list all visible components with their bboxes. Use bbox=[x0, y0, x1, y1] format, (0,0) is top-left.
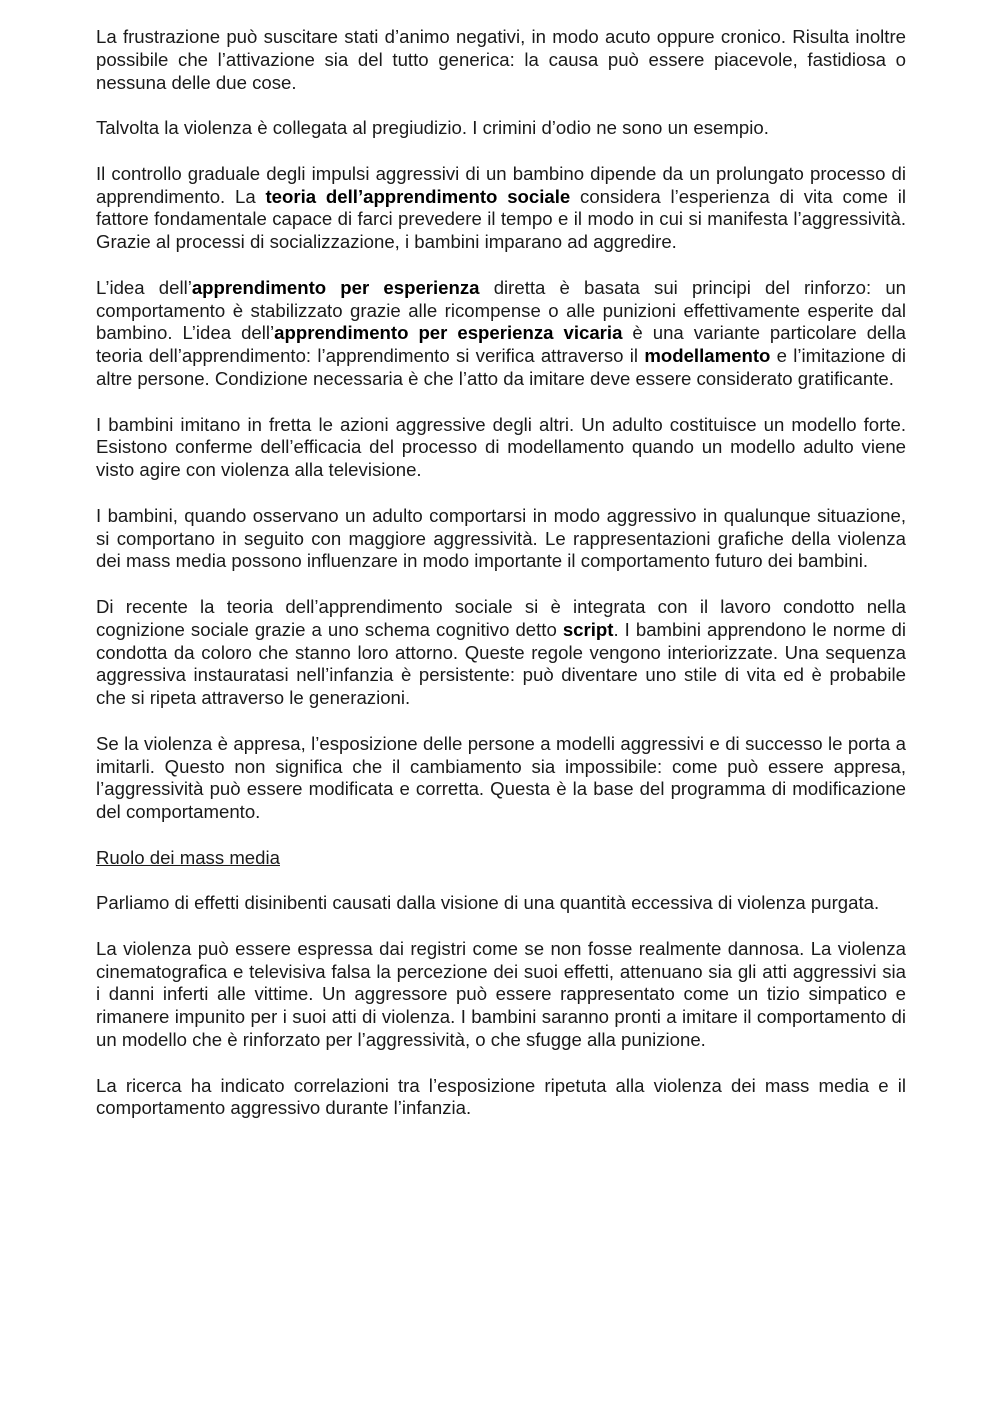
paragraph-frustration bbox=[96, 26, 906, 94]
paragraph-script bbox=[96, 596, 906, 710]
paragraph-research-correlations bbox=[96, 1075, 906, 1121]
text: Parliamo di effetti disinibenti causati dalla visione di una quantità eccessiva di violenza purgata. bbox=[96, 892, 880, 914]
bold-term-direct-experience: apprendimento per esperienza bbox=[191, 276, 480, 298]
text: La frustrazione può suscitare stati d’animo negativi, in modo acuto oppure cronico. Risulta inoltre possibile che l’attivazione sia del tutto generica: la causa può essere piacevole, fastidiosa o nessuna delle due cose. bbox=[96, 26, 906, 93]
text: è una variante particolare della teoria dell’apprendimento: l’apprendimento si verifica attraverso il bbox=[96, 322, 906, 367]
text: e l’imitazione di altre persone. Condizione necessaria è che l’atto da imitare deve essere considerato gratificante. bbox=[96, 345, 906, 389]
text: diretta è basata sui principi del rinforzo: un comportamento è stabilizzato grazie alle ricompense o alle punizioni effettivamente esperite dal bambino. L’idea dell’ bbox=[96, 276, 907, 344]
text: I bambini, quando osservano un adulto comportarsi in modo aggressivo in qualunque situazione, si comportano in seguito con maggiore aggressività. Le rappresentazioni grafiche della violenza dei mass media possono influenzare in modo importante il comportamento futuro dei bambini. bbox=[96, 504, 906, 572]
text: Se la violenza è appresa, l’esposizione delle persone a modelli aggressivi e di successo le porta a imitarli. Questo non significa che il cambiamento sia impossibile: come può essere appresa, l’aggressività può essere modificata e corretta. Questa è la base del programma di modificazione del comportamento. bbox=[96, 732, 906, 823]
text: La ricerca ha indicato correlazioni tra l’esposizione ripetuta alla violenza dei mass media e il comportamento aggressivo durante l’infanzia. bbox=[96, 1074, 906, 1119]
paragraph-adult-aggression bbox=[96, 505, 906, 573]
paragraph-social-learning-theory bbox=[96, 163, 906, 254]
paragraph-disinhibiting-effects bbox=[96, 892, 906, 915]
text: La violenza può essere espressa dai registri come se non fosse realmente dannosa. La violenza cinematografica e televisiva falsa la percezione dei suoi effetti, attenuano sia gli atti aggressivi sia i danni inferti alle vittime. Un aggressore può essere rappresentato come un tizio simpatico e rimanere impunito per i suoi atti di violenza. I bambini saranno pronti a imitare il comportamento di un modello che è rinforzato per l’aggressività, o che sfugge alla punizione. bbox=[96, 937, 906, 1051]
text: L’idea dell’ bbox=[96, 276, 192, 298]
paragraph-experiential-learning bbox=[96, 277, 906, 391]
paragraph-children-imitate bbox=[96, 414, 906, 482]
text: Talvolta la violenza è collegata al pregiudizio. I crimini d’odio ne sono un esempio. bbox=[96, 117, 769, 139]
bold-term-script: script bbox=[562, 618, 614, 640]
section-heading-mass-media: Ruolo dei mass media bbox=[96, 846, 280, 868]
paragraph-media-violence bbox=[96, 938, 906, 1052]
paragraph-learned-violence bbox=[96, 733, 906, 824]
bold-term-social-learning-theory: teoria dell’apprendimento sociale bbox=[265, 185, 571, 207]
text: . I bambini apprendono le norme di condotta da coloro che stanno loro attorno. Queste regole vengono interiorizzate. Una sequenza aggressiva instauratasi nell’infanzia è persistente: può diventare uno stile di vita ed è probabile che si ripeta attraverso le generazioni. bbox=[96, 618, 906, 709]
paragraph-prejudice bbox=[96, 117, 906, 140]
document-page bbox=[96, 26, 906, 1143]
text: considera l’esperienza di vita come il fattore fondamentale capace di farci prevedere il tempo e il modo in cui si manifesta l’aggressività. Grazie al processi di socializzazione, i bambini imparano ad aggredire. bbox=[96, 185, 906, 253]
bold-term-modeling: modellamento bbox=[644, 345, 771, 367]
bold-term-vicarious-experience: apprendimento per esperienza vicaria bbox=[274, 322, 623, 344]
text: Il controllo graduale degli impulsi aggressivi di un bambino dipende da un prolungato processo di apprendimento. La bbox=[96, 162, 906, 207]
text: I bambini imitano in fretta le azioni aggressive degli altri. Un adulto costituisce un modello forte. Esistono conferme dell’efficacia del processo di modellamento quando un modello adulto viene visto agire con violenza alla televisione. bbox=[96, 413, 906, 481]
text: Di recente la teoria dell’apprendimento sociale si è integrata con il lavoro condotto nella cognizione sociale grazie a uno schema cognitivo detto bbox=[96, 595, 906, 640]
